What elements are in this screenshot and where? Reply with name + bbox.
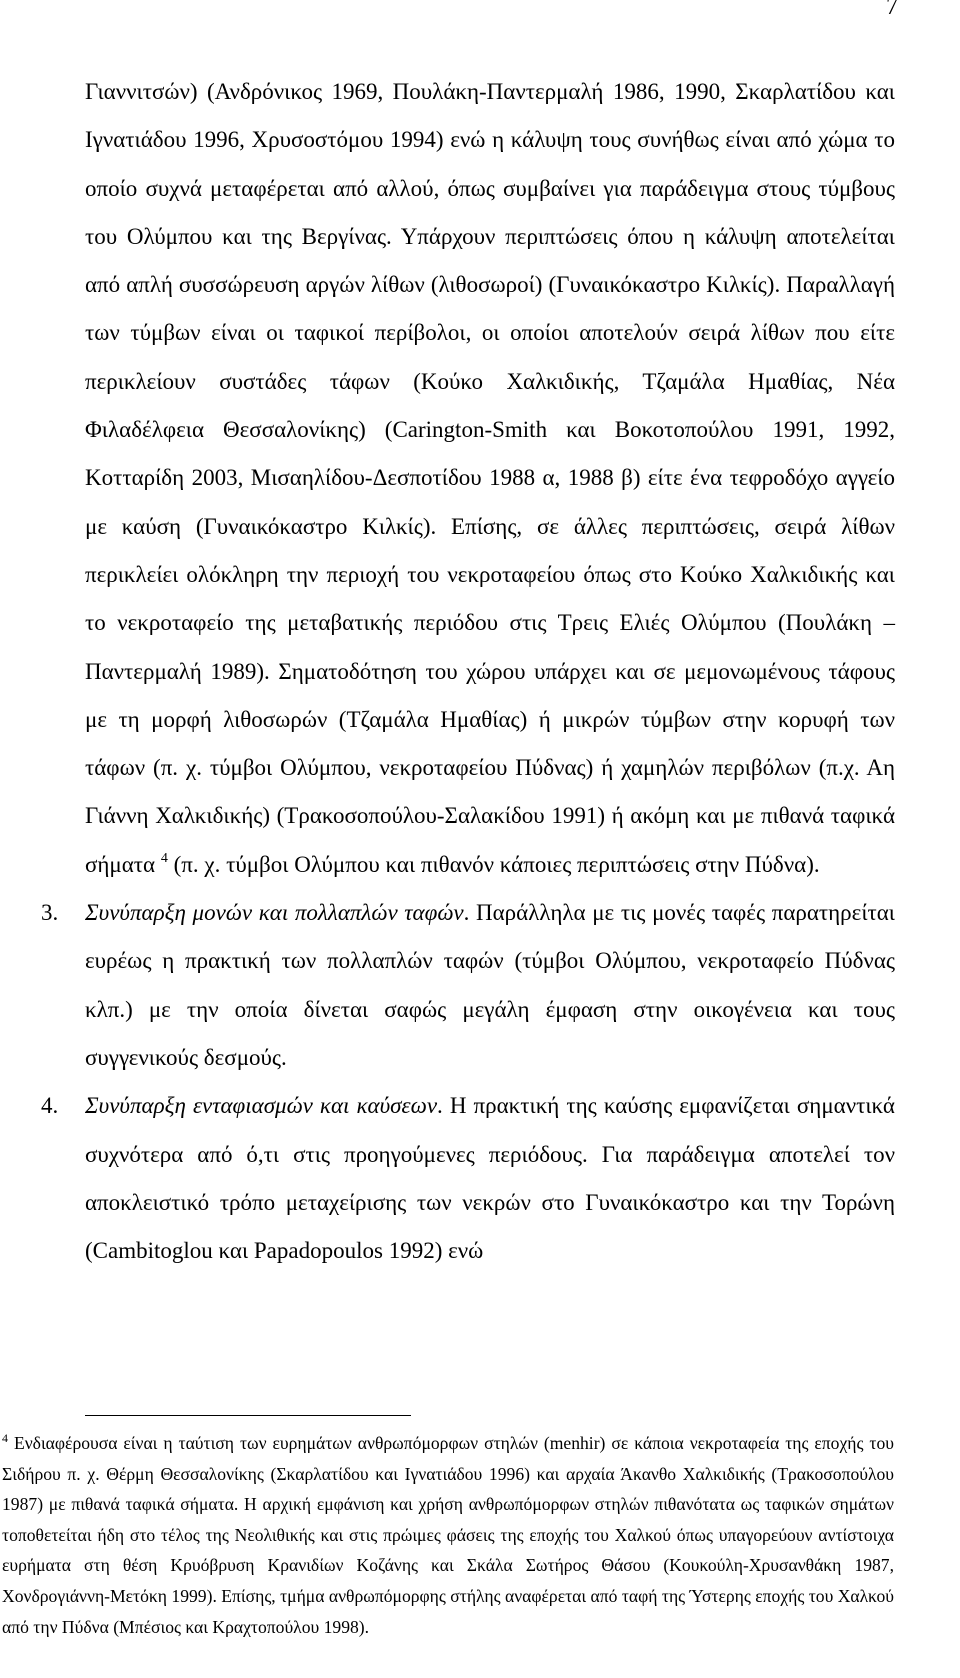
- list-item-title: Συνύπαρξη ενταφιασμών και καύσεων: [85, 1093, 438, 1119]
- list-item-title: Συνύπαρξη μονών και πολλαπλών ταφών: [85, 900, 464, 926]
- list-number: 3.: [41, 900, 59, 926]
- paragraph-1-text: Γιαννιτσών) (Ανδρόνικος 1969, Πουλάκη-Παντερμαλή 1986, 1990, Σκαρλατίδου και Ιγνατιάδου 1996, Χρυσοστόμου 1994) ενώ η κάλυψη τους συνήθως είναι από χώμα το οποίο συχνά μεταφέρεται από αλλού, όπως συμβαίνει για παράδειγμα στους τύμβους του Ολύμπου και της Βεργίνας. Υπάρχουν περιπτώσεις όπου η κάλυψη αποτελείται από απλή συσσώρευση αργών λίθων (λιθοσωροί) (Γυναικόκαστρο Κιλκίς). Παραλλαγή των τύμβων είναι οι ταφικοί περίβολοι, οι οποίοι αποτελούν σειρά λίθων που είτε περικλείουν συστάδες τάφων (Κούκο Χαλκιδικής, Τζαμάλα Ημαθίας, Νέα Φιλαδέλφεια Θεσσαλονίκης) (Carington-Smith και Βοκοτοπούλου 1991, 1992, Κοτταρίδη 2003, Μισαηλίδου-Δεσποτίδου 1988 α, 1988 β) είτε ένα τεφροδόχο αγγείο με καύση (Γυναικόκαστρο Κιλκίς). Επίσης, σε άλλες περιπτώσεις, σειρά λίθων περικλείει ολόκληρη την περιοχή του νεκροταφείου όπως στο Κούκο Χαλκιδικής και το νεκροταφείο της μεταβατικής περιόδου στις Τρεις Ελιές Ολύμπου (Πουλάκη –Παντερμαλή 1989). Σηματοδότηση του χώρου υπάρχει και σε μεμονωμένους τάφους με τη μορφή λιθοσωρών (Τζαμάλα Ημαθίας) ή μικρών τύμβων στην κορυφή των τάφων (π. χ. τύμβοι Ολύμπου, νεκροταφείου Πύδνας) ή χαμηλών περιβόλων (π.χ. Αη Γιάννη Χαλκιδικής) (Τρακοσοπούλου-Σαλακίδου 1991) ή ακόμη και με πιθανά ταφικά σήματα: [85, 79, 895, 877]
- paragraph-1: [85, 68, 895, 889]
- list-item-4: [41, 1082, 895, 1275]
- footnote-marker: 4: [2, 1431, 8, 1445]
- main-text: [41, 68, 895, 1275]
- page-number: 7: [886, 0, 898, 20]
- footnote: [2, 1428, 894, 1642]
- list-number: 4.: [41, 1093, 59, 1119]
- list-item-3: [41, 889, 895, 1082]
- footnote-separator: [85, 1415, 411, 1416]
- footnote-reference[interactable]: 4: [160, 850, 168, 866]
- paragraph-1-text-end: (π. χ. τύμβοι Ολύμπου και πιθανόν κάποιες περιπτώσεις στην Πύδνα).: [167, 851, 820, 877]
- list-item-text: . Η πρακτική της καύσης εμφανίζεται σημαντικά συχνότερα από ό,τι στις προηγούμενες περιόδους. Για παράδειγμα αποτελεί τον αποκλειστικό τρόπο μεταχείρισης των νεκρών στο Γυναικόκαστρο και την Τορώνη (Cambitoglou και Papadopoulos 1992) ενώ: [85, 1093, 895, 1264]
- list-item-text: . Παράλληλα με τις μονές ταφές παρατηρείται ευρέως η πρακτική των πολλαπλών ταφών (τύμβοι Ολύμπου, νεκροταφείο Πύδνας κλπ.) με την οποία δίνεται σαφώς μεγάλη έμφαση στην οικογένεια και τους συγγενικούς δεσμούς.: [85, 900, 895, 1070]
- footnote-text: Ενδιαφέρουσα είναι η ταύτιση των ευρημάτων ανθρωπόμορφων στηλών (menhir) σε κάποια νεκροταφεία της εποχής του Σιδήρου π. χ. Θέρμη Θεσσαλονίκης (Σκαρλατίδου και Ιγνατιάδου 1996) και αρχαία Άκανθο Χαλκιδικής (Τρακοσοπούλου 1987) με πιθανά ταφικά σήματα. Η αρχική εμφάνιση και χρήση ανθρωπόμορφων στηλών πιθανότατα ως ταφικών σημάτων τοποθετείται ήδη στο τέλος της Νεολιθικής και στις πρώιμες φάσεις της εποχής του Χαλκού όπως υπαγορεύουν αντίστοιχα ευρήματα στη θέση Κρυόβρυση Κρανιδίων Κοζάνης και Σκάλα Σωτήρος Θάσου (Κουκούλη-Χρυσανθάκη 1987, Χονδρογιάννη-Μετόκη 1999). Επίσης, τμήμα ανθρωπόμορφης στήλης αναφέρεται από ταφή της Ύστερης εποχής του Χαλκού από την Πύδνα (Μπέσιος και Κραχτοπούλου 1998).: [2, 1433, 894, 1637]
